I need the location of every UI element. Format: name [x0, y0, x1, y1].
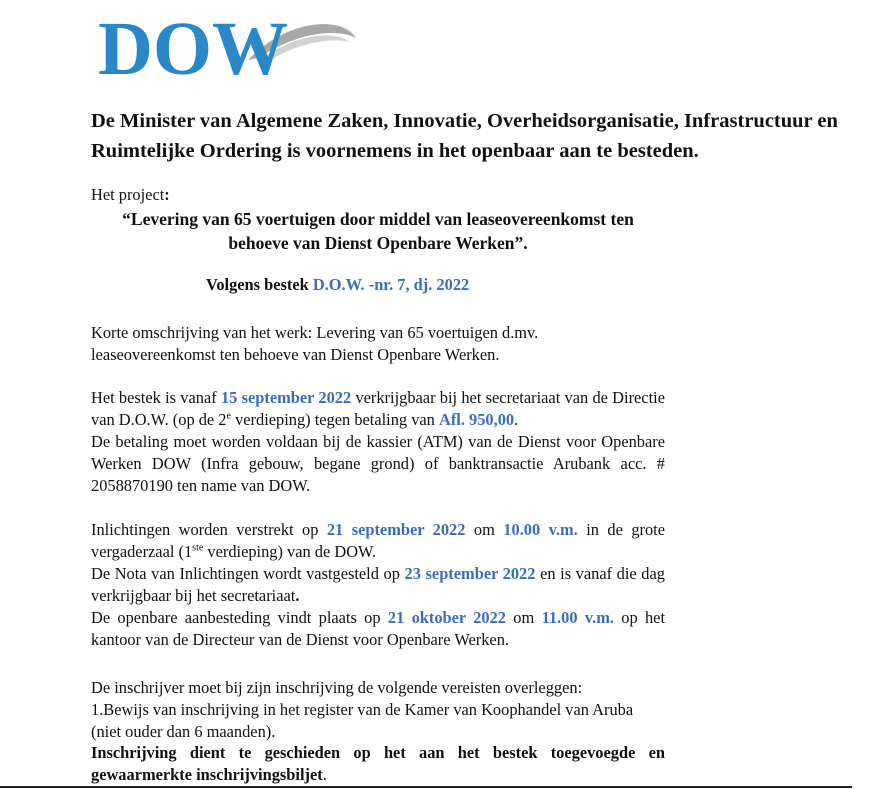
availability-paragraph: Het bestek is vanaf 15 september 2022 verkrijgbaar bij het secretariaat van de Directie van D.O.W. (op de 2e verdieping) tegen betaling van Afl. 950,00. — [91, 388, 665, 429]
tender-time: 11.00 v.m. — [541, 608, 614, 627]
work-description: Korte omschrijving van het werk: Levering van 65 voertuigen d.mv. leaseovereenkomst ten behoeve van Dienst Openbare Werken. — [91, 323, 539, 364]
bottom-rule — [0, 786, 852, 788]
requirements-intro: De inschrijver moet bij zijn inschrijving de volgende vereisten overleggen: — [91, 678, 583, 697]
project-label: Het project: — [91, 185, 170, 204]
information-section — [91, 519, 665, 651]
project-title-line1: “Levering van 65 voertuigen door middel van leaseovereenkomst ten — [122, 209, 634, 229]
bestek-reference: Volgens bestek D.O.W. -nr. 7, dj. 2022 — [206, 275, 470, 294]
bestek-number: D.O.W. -nr. 7, dj. 2022 — [312, 275, 470, 294]
availability-date: 15 september 2022 — [220, 388, 352, 407]
tender-paragraph: De openbare aanbesteding vindt plaats op 21 oktober 2022 om 11.00 v.m. op het kantoor van de Directeur van de Dienst voor Openbare Werken. — [91, 608, 666, 649]
information-time: 10.00 v.m. — [503, 520, 578, 539]
dow-logo — [98, 8, 368, 86]
nota-date: 23 september 2022 — [404, 564, 536, 583]
nota-paragraph: De Nota van Inlichtingen wordt vastgesteld op 23 september 2022 en is vanaf die dag verkrijgbaar bij het secretariaat. — [91, 564, 665, 605]
information-date: 21 september 2022 — [326, 520, 466, 539]
logo-text: DOW — [98, 8, 288, 86]
project-title — [91, 207, 665, 255]
bestek-price: Afl. 950,00 — [439, 410, 515, 429]
tender-date: 21 oktober 2022 — [387, 608, 506, 627]
requirement-item: 1.Bewijs van inschrijving in het register van de Kamer van Koophandel van Aruba (niet ouder dan 6 maanden). — [91, 700, 634, 741]
information-paragraph: Inlichtingen worden verstrekt op 21 september 2022 om 10.00 v.m. in de grote vergaderzaal (1ste verdieping) van de DOW. — [91, 520, 665, 561]
availability-section — [91, 387, 665, 497]
project-title-line2: behoeve van Dienst Openbare Werken”. — [228, 233, 528, 253]
registration-note: Inschrijving dient te geschieden op het aan het bestek toegevoegde en gewaarmerkte inschrijvingsbiljet. — [91, 743, 665, 784]
requirements-section — [91, 677, 665, 743]
payment-paragraph: De betaling moet worden voldaan bij de kassier (ATM) van de Dienst voor Openbare Werken DOW (Infra gebouw, begane grond) of banktransactie Arubank acc. # 2058870190 ten name van DOW. — [91, 432, 665, 495]
announcement-heading: De Minister van Algemene Zaken, Innovatie, Overheidsorganisatie, Infrastructuur en Ruimtelijke Ordering is voornemens in het openbaar aan te besteden. — [91, 110, 838, 162]
